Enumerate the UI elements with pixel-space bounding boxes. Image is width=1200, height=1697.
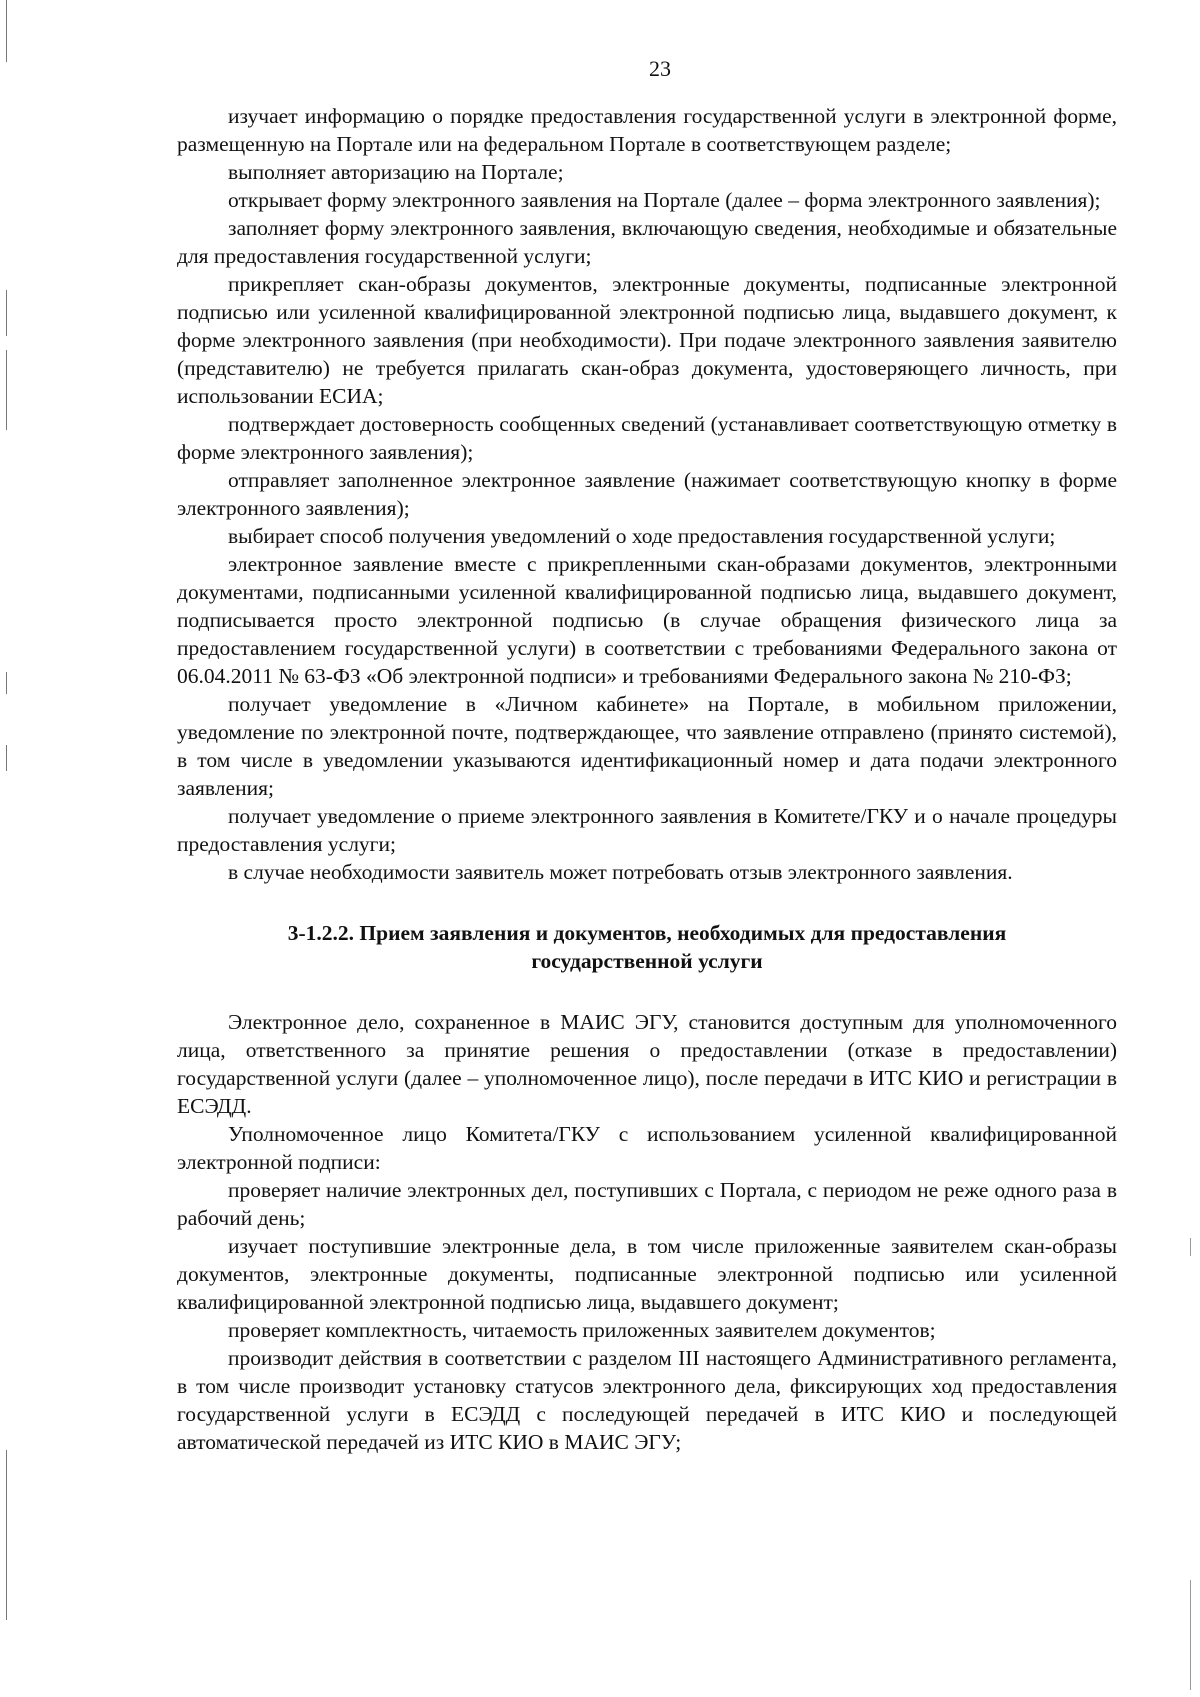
body-paragraph: отправляет заполненное электронное заявление (нажимает соответствующую кнопку в форме электронного заявления);	[177, 468, 1117, 520]
body-paragraph: проверяет наличие электронных дел, поступивших с Портала, с периодом не реже одного раза в рабочий день;	[177, 1178, 1117, 1230]
body-paragraph: изучает информацию о порядке предоставления государственной услуги в электронной форме, размещенную на Портале или на федеральном Портале в соответствующем разделе;	[177, 104, 1117, 156]
section-heading-line: государственной услуги	[531, 949, 763, 973]
page-number: 23	[649, 56, 671, 81]
body-paragraph: изучает поступившие электронные дела, в том числе приложенные заявителем скан-образы документов, электронные документы, подписанные электронной подписью или усиленной квалифицированной электронной подписью лица, выдавшего документ;	[177, 1234, 1117, 1314]
section-heading-line: 3-1.2.2. Прием заявления и документов, необходимых для предоставления	[287, 921, 1007, 945]
body-paragraph: получает уведомление в «Личном кабинете» на Портале, в мобильном приложении, уведомление по электронной почте, подтверждающее, что заявление отправлено (принято системой), в том числе в уведомлении указываются идентификационный номер и дата подачи электронного заявления;	[177, 692, 1117, 800]
body-paragraph: производит действия в соответствии с разделом III настоящего Административного регламента, в том числе производит установку статусов электронного дела, фиксирующих ход предоставления государственной услуги в ЕСЭДД с последующей передачей в ИТС КИО и последующей автоматической передачей из ИТС КИО в МАИС ЭГУ;	[177, 1346, 1117, 1454]
scan-edge-mark	[6, 1450, 7, 1620]
scan-edge-mark	[6, 290, 7, 336]
body-paragraph: получает уведомление о приеме электронного заявления в Комитете/ГКУ и о начале процедуры предоставления услуги;	[177, 804, 1117, 856]
body-paragraph: проверяет комплектность, читаемость приложенных заявителем документов;	[228, 1318, 936, 1342]
scan-edge-mark	[6, 745, 7, 771]
body-paragraph: Электронное дело, сохраненное в МАИС ЭГУ, становится доступным для уполномоченного лица, ответственного за принятие решения о предоставлении (отказе в предоставлении) государственной услуги (далее – уполномоченное лицо), после передачи в ИТС КИО и регистрации в ЕСЭДД.	[177, 1010, 1117, 1118]
body-paragraph: прикрепляет скан-образы документов, электронные документы, подписанные электронной подписью или усиленной квалифицированной электронной подписью лица, выдавшего документ, к форме электронного заявления (при необходимости). При подаче электронного заявления заявителю (представителю) не требуется прилагать скан-образ документа, удостоверяющего личность, при использовании ЕСИА;	[177, 272, 1117, 408]
body-paragraph: выполняет авторизацию на Портале;	[228, 160, 564, 184]
scan-edge-mark	[6, 350, 7, 430]
document-body	[177, 102, 1117, 1456]
body-paragraph: подтверждает достоверность сообщенных сведений (устанавливает соответствующую отметку в форме электронного заявления);	[177, 412, 1117, 464]
body-paragraph: электронное заявление вместе с прикрепленными скан-образами документов, электронными документами, подписанными усиленной квалифицированной подписью лица, выдавшего документ, подписывается просто электронной подписью (в случае обращения физического лица за предоставлением государственной услуги) в соответствии с требованиями Федерального закона от 06.04.2011 № 63-ФЗ «Об электронной подписи» и требованиями Федерального закона № 210-ФЗ;	[177, 552, 1117, 688]
section-heading	[217, 919, 1077, 975]
scan-edge-mark	[6, 0, 7, 62]
body-paragraph: в случае необходимости заявитель может потребовать отзыв электронного заявления.	[228, 860, 1013, 884]
scan-edge-mark	[1190, 1238, 1191, 1256]
body-paragraph: Уполномоченное лицо Комитета/ГКУ с использованием усиленной квалифицированной электронной подписи:	[177, 1122, 1117, 1174]
scan-edge-mark	[1190, 1580, 1191, 1690]
body-paragraph: выбирает способ получения уведомлений о ходе предоставления государственной услуги;	[228, 524, 1056, 548]
body-paragraph: открывает форму электронного заявления на Портале (далее – форма электронного заявления);	[228, 188, 1101, 212]
scan-edge-mark	[6, 672, 7, 694]
body-paragraph: заполняет форму электронного заявления, включающую сведения, необходимые и обязательные для предоставления государственной услуги;	[177, 216, 1117, 268]
